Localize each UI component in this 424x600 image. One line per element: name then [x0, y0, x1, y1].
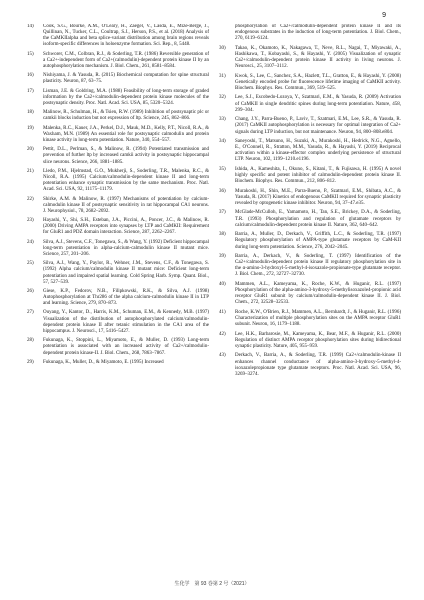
reference-text: Schworer, C.M., Colbran, R.J., & Soderling, T.R. (1986) Reversible generation of a Ca2+-independent form of Ca2+(calmodulin)-dependent protein kinase II by an autophosphorylation mechanism. J. Biol. Chem., 261, 8581–8584. [43, 51, 209, 70]
reference-number: 26) [27, 288, 34, 294]
reference-number: 36) [219, 188, 226, 194]
reference-text: Malenka, R.C., Kauer, J.A., Perkel, D.J., Mauk, M.D., Kelly, P.T., Nicoll, R.A., & Waxham, M.N. (1989) An essential role for postsynaptic calmodulin and protein kinase activity in long-term potentiation. Nature, 340, 554–557. [43, 125, 209, 143]
reference-number: 14) [27, 24, 34, 29]
reference-text: Ouyang, Y., Kantor, D., Harris, K.M., Schuman, E.M., & Kennedy, M.B. (1997) Visualization of the distribution of autophosphorylated calcium/calmodulin-dependent protein kinase II after tetanic stimulation in the CA1 area of the hippocampus. J. Neurosci., 17, 5416–5427. [43, 310, 209, 334]
reference-entry [219, 232, 401, 250]
reference-number: 15) [27, 51, 34, 57]
reference-entry [27, 73, 209, 85]
reference-number: 24) [27, 239, 34, 245]
reference-entry [27, 24, 209, 49]
reference-number: 17) [27, 88, 34, 94]
reference-text: Malinow, R., Schulman, H., & Tsien, R.W. (1989) Inhibition of postsynaptic plc or camkii blocks induction but not expression of ltp. Science, 245, 862–866. [43, 110, 209, 122]
reference-text: Chang, J.Y., Parra-Bueno, P., Laviv, T., Szatmari, E.M., Lee, S.R., & Yasuda, R. (2017) CaMKII autophosphorylation is necessary for optimal integration of Ca2+ signals during LTP induction, but not maintenance. Neuron, 94, 800–808.e804. [235, 117, 401, 135]
reference-number: 20) [27, 147, 34, 153]
reference-number: 25) [27, 261, 34, 267]
reference-entry [27, 310, 209, 335]
reference-entry [219, 167, 401, 185]
reference-text: Fukunaga, K., Muller, D., & Miyamoto, E. (1995) Increased [43, 359, 164, 365]
reference-text: Lee, H.K., Barbarosie, M., Kameyama, K., Bear, M.F., & Huganir, R.L. (2000) Regulation of distinct AMPA receptor phosphorylation sites during bidirectional synaptic plasticity. Nature, 405, 955–959. [235, 331, 401, 349]
references-right-column [219, 24, 401, 564]
reference-number: 19) [27, 125, 34, 131]
reference-number: 38) [219, 232, 226, 238]
reference-entry [219, 332, 401, 350]
reference-entry [27, 218, 209, 236]
reference-text: Lledo, P.M., Hjelmstad, G.O., Mukherji, S., Soderling, T.R., Malenka, R.C., & Nicoll, R.A. (1995) Calcium/calmodulin-dependent kinase II and long-term potentiation enhance synaptic transmission by the same mechanism. Proc. Natl. Acad. Sci. USA, 92, 11175–11179. [43, 168, 209, 193]
reference-entry [219, 210, 401, 228]
reference-entry [27, 289, 209, 307]
reference-entry [219, 353, 401, 378]
reference-text: Roche, K.W., O'Brien, R.J., Mammen, A.L., Bernhardt, J., & Huganir, R.L. (1996) Characterization of multiple phosphorylation sites on the AMPA receptor GluR1 subunit. Neuron, 16, 1179–1188. [235, 309, 401, 328]
reference-number: 41) [219, 309, 226, 315]
reference-number: 32) [219, 95, 226, 101]
reference-entry [219, 24, 401, 42]
reference-text: Silva, A.J., Wang, Y., Paylor, R., Wehner, J.M., Stevens, C.F., & Tonegawa, S. (1992) Alpha calcium/calmodulin kinase II mutant mice: Deficient long-term potentiation and impaired spatial learning. Cold Spring Harb. Symp. Quant. Biol., 57, 527–539. [43, 261, 209, 285]
reference-number: 43) [219, 353, 226, 359]
reference-text: Shirke, A.M. & Malinow, R. (1997) Mechanisms of potentiation by calcium-calmodulin kinase II of postsynaptic sensitivity in rat hippocampal CA1 neurons. J. Neurophysiol., 78, 2682–2692. [43, 196, 209, 214]
reference-entry [219, 95, 401, 113]
reference-number: 37) [219, 210, 226, 216]
reference-number: 33) [219, 117, 226, 123]
reference-number: 31) [219, 73, 226, 79]
reference-number: 40) [219, 281, 226, 287]
reference-entry [219, 282, 401, 307]
reference-text: Ishida, A., Kameshita, I., Okuno, S., Kitani, T., & Fujisawa, H. (1995) A novel highly specific and potent inhibitor of calmodulin-dependent protein kinase II. Biochem. Biophys. Res. Commun., 212, 806–812. [235, 166, 401, 185]
reference-text: Saneyoshi, T., Matsuno, H., Suzuki, A., Murakoshi, H., Hedrick, N.G., Agnello, E., O'Connell, R., Stratton, M.M., Yasuda, R., & Hayashi, Y. (2019) Reciprocal activation within a kinase-effector complex underlying persistence of structural LTP. Neuron, 102, 1199–1210.e1196. [235, 138, 401, 163]
reference-number: 35) [219, 166, 226, 172]
reference-number: 28) [27, 338, 34, 344]
reference-entry [219, 117, 401, 135]
reference-entry [27, 52, 209, 70]
reference-text: Hayashi, Y., Shi, S.H., Esteban, J.A., Piccini, A., Poncer, J.C., & Malinow, R. (2000) Driving AMPA receptors into synapses by LTP and CaMKII: Requirement for GluR1 and PDZ domain interaction. Science, 287, 2262–2267. [43, 218, 209, 236]
reference-text: Derkach, V., Barria, A., & Soderling, T.R. (1999) Ca2+/calmodulin-kinase II enhances channel conductance of alpha-amino-3-hydroxy-5-methyl-4-isoxazolepropionate type glutamate receptors. Proc. Natl. Acad. Sci. USA, 96, 3269–3274. [235, 353, 401, 377]
references-left-column [27, 24, 209, 564]
page-number: 9 [382, 12, 386, 19]
reference-number: 42) [219, 331, 226, 337]
reference-text: Takao, K., Okamoto, K., Nakagawa, T., Neve, R.L., Nagai, T., Miyawaki, A., Hashikawa, T., Kobayashi, S., & Hayashi, Y. (2005) Visualization of synaptic Ca2+/calmodulin-dependent protein kinase II activity in living neurons. J. Neurosci., 25, 3107–3112. [235, 45, 401, 70]
reference-number: 21) [27, 168, 34, 174]
reference-text: Fukunaga, K., Stoppini, L., Miyamoto, E., & Muller, D. (1993) Long-term potentiation is associated with an increased activity of Ca2+/calmodulin-dependent protein kinase-II. J. Biol. Chem., 268, 7863–7867. [43, 338, 209, 356]
reference-text: Lisman, J.E. & Goldring, M.A. (1988) Feasibility of long-term storage of graded information by the Ca2+/calmodulin-dependent protein kinase molecules of the postsynaptic density. Proc. Natl. Acad. Sci. USA, 85, 5320–5324. [43, 88, 209, 106]
reference-entry [27, 89, 209, 107]
reference-text: McGlade-McCulloh, E., Yamamoto, H., Tan, S.E., Brickey, D.A., & Soderling, T.R. (1993) Phosphorylation and regulation of glutamate receptors by calcium/calmodulin-dependent protein kinase II. Nature, 362, 640–642. [235, 210, 401, 228]
reference-text: Kwok, S., Lee, C., Sanchez, S.A., Hazlett, T.L., Gratton, E., & Hayashi, Y. (2008) Genetically encoded probe for fluorescence lifetime imaging of CaMKII activity. Biochem. Biophys. Res. Commun., 369, 519–525. [235, 73, 401, 91]
reference-text: Mammen, A.L., Kameyama, K., Roche, K.W., & Huganir, R.L. (1997) Phosphorylation of the alpha-amino-3-hydroxy-5-methylisoxazole4-propionic acid receptor GluR1 subunit by calcium/calmodulin-dependent kinase II. J. Biol. Chem., 272, 32528–32533. [235, 281, 401, 306]
reference-entry [27, 261, 209, 286]
reference-number: 39) [219, 253, 226, 259]
reference-text: Giese, K.P., Fedorov, N.B., Filipkowski, R.K., & Silva, A.J. (1998) Autophosphorylation at Thr286 of the alpha calcium-calmodulin kinase II in LTP and learning. Science, 279, 870–873. [43, 288, 209, 307]
reference-number: 22) [27, 196, 34, 202]
references-body [27, 24, 401, 564]
reference-entry [219, 139, 401, 164]
reference-number: 30) [219, 45, 226, 51]
reference-entry [27, 126, 209, 144]
reference-number: 27) [27, 310, 34, 316]
reference-entry [219, 46, 401, 71]
reference-number: 23) [27, 218, 34, 224]
reference-entry [27, 360, 209, 366]
reference-entry [219, 254, 401, 279]
reference-text: Barria, A., Muller, D., Derkach, V., Griffith, L.C., & Soderling, T.R. (1997) Regulatory phosphorylation of AMPA-type glutamate receptors by CaM-KII during long-term potentiation. Science, 276, 2042–2045. [235, 232, 401, 250]
reference-number: 34) [219, 138, 226, 144]
reference-entry [27, 240, 209, 258]
reference-entry [27, 110, 209, 122]
reference-text: Lee, S.J., Escobedo-Lozoya, Y., Szatmari, E.M., & Yasuda, R. (2009) Activation of CaMKII in single dendritic spines during long-term potentiation. Nature, 458, 299–304. [235, 95, 401, 113]
reference-number [219, 24, 235, 42]
reference-entry [219, 74, 401, 92]
reference-number: 29) [27, 359, 34, 365]
reference-entry [27, 147, 209, 165]
reference-text: phosphorylation of Ca2+/calmodulin-dependent protein kinase II and its endogenous substrates in the induction of long-term potentiation. J. Biol. Chem., 270, 6119–6124. [235, 24, 401, 42]
reference-text: Silva, A.J., Stevens, C.F., Tonegawa, S., & Wang, Y. (1992) Deficient hippocampal long-term potentiation in alpha-calcium-calmodulin kinase II mutant mice. Science, 257, 201–206. [43, 239, 209, 257]
reference-text: Murakoshi, H., Shin, M.E., Parra-Bueno, P., Szatmari, E.M., Shibata, A.C., & Yasuda, R. (2017) Kinetics of endogenous CaMKII required for synaptic plasticity revealed by optogenetic kinase inhibitor. Neuron, 94, 37–47.e35. [235, 188, 401, 206]
reference-entry [219, 189, 401, 207]
reference-text: Barria, A., Derkach, V., & Soderling, T. (1997) Identification of the Ca2+/calmodulin-dependent protein kinase II regulatory phosphorylation site in the α-amino-3-hydroxyl-5-methyl-4-isoxazole-propionate-type glutamate receptor. J. Biol. Chem., 272, 32727–32730. [235, 253, 401, 278]
reference-text: Nishiyama, J. & Yasuda, R. (2015) Biochemical computation for spine structural plasticity. Neuron, 87, 63–75. [43, 73, 209, 85]
reference-entry [219, 310, 401, 328]
reference-text: Cook, S.G., Bourke, A.M., O'Leary, H., Zaegel, V., Lasda, E., Mize-Berge, J., Quillinan, N., Tucker, C.L., Coultrap, S.J., Herson, P.S., et al. (2018) Analysis of the CaMKIIalpha and beta splice-variant distribution among brain regions reveals isoform-specific differences in holoenzyme formation. Sci. Rep., 8, 5448. [43, 24, 209, 48]
reference-text: Pettit, D.L., Perlman, S., & Malinow, R. (1994) Potentiated transmission and prevention of further ltp by increased camkii activity in postsynaptic hippocampal slice neurons. Science, 266, 1881–1885. [43, 147, 209, 165]
reference-number: 16) [27, 73, 34, 79]
reference-entry [27, 338, 209, 356]
reference-number: 18) [27, 110, 34, 116]
page-footer: 生化学 第 93 巻第 2 号（2021） [174, 581, 250, 587]
reference-entry [27, 197, 209, 215]
reference-entry [27, 169, 209, 194]
